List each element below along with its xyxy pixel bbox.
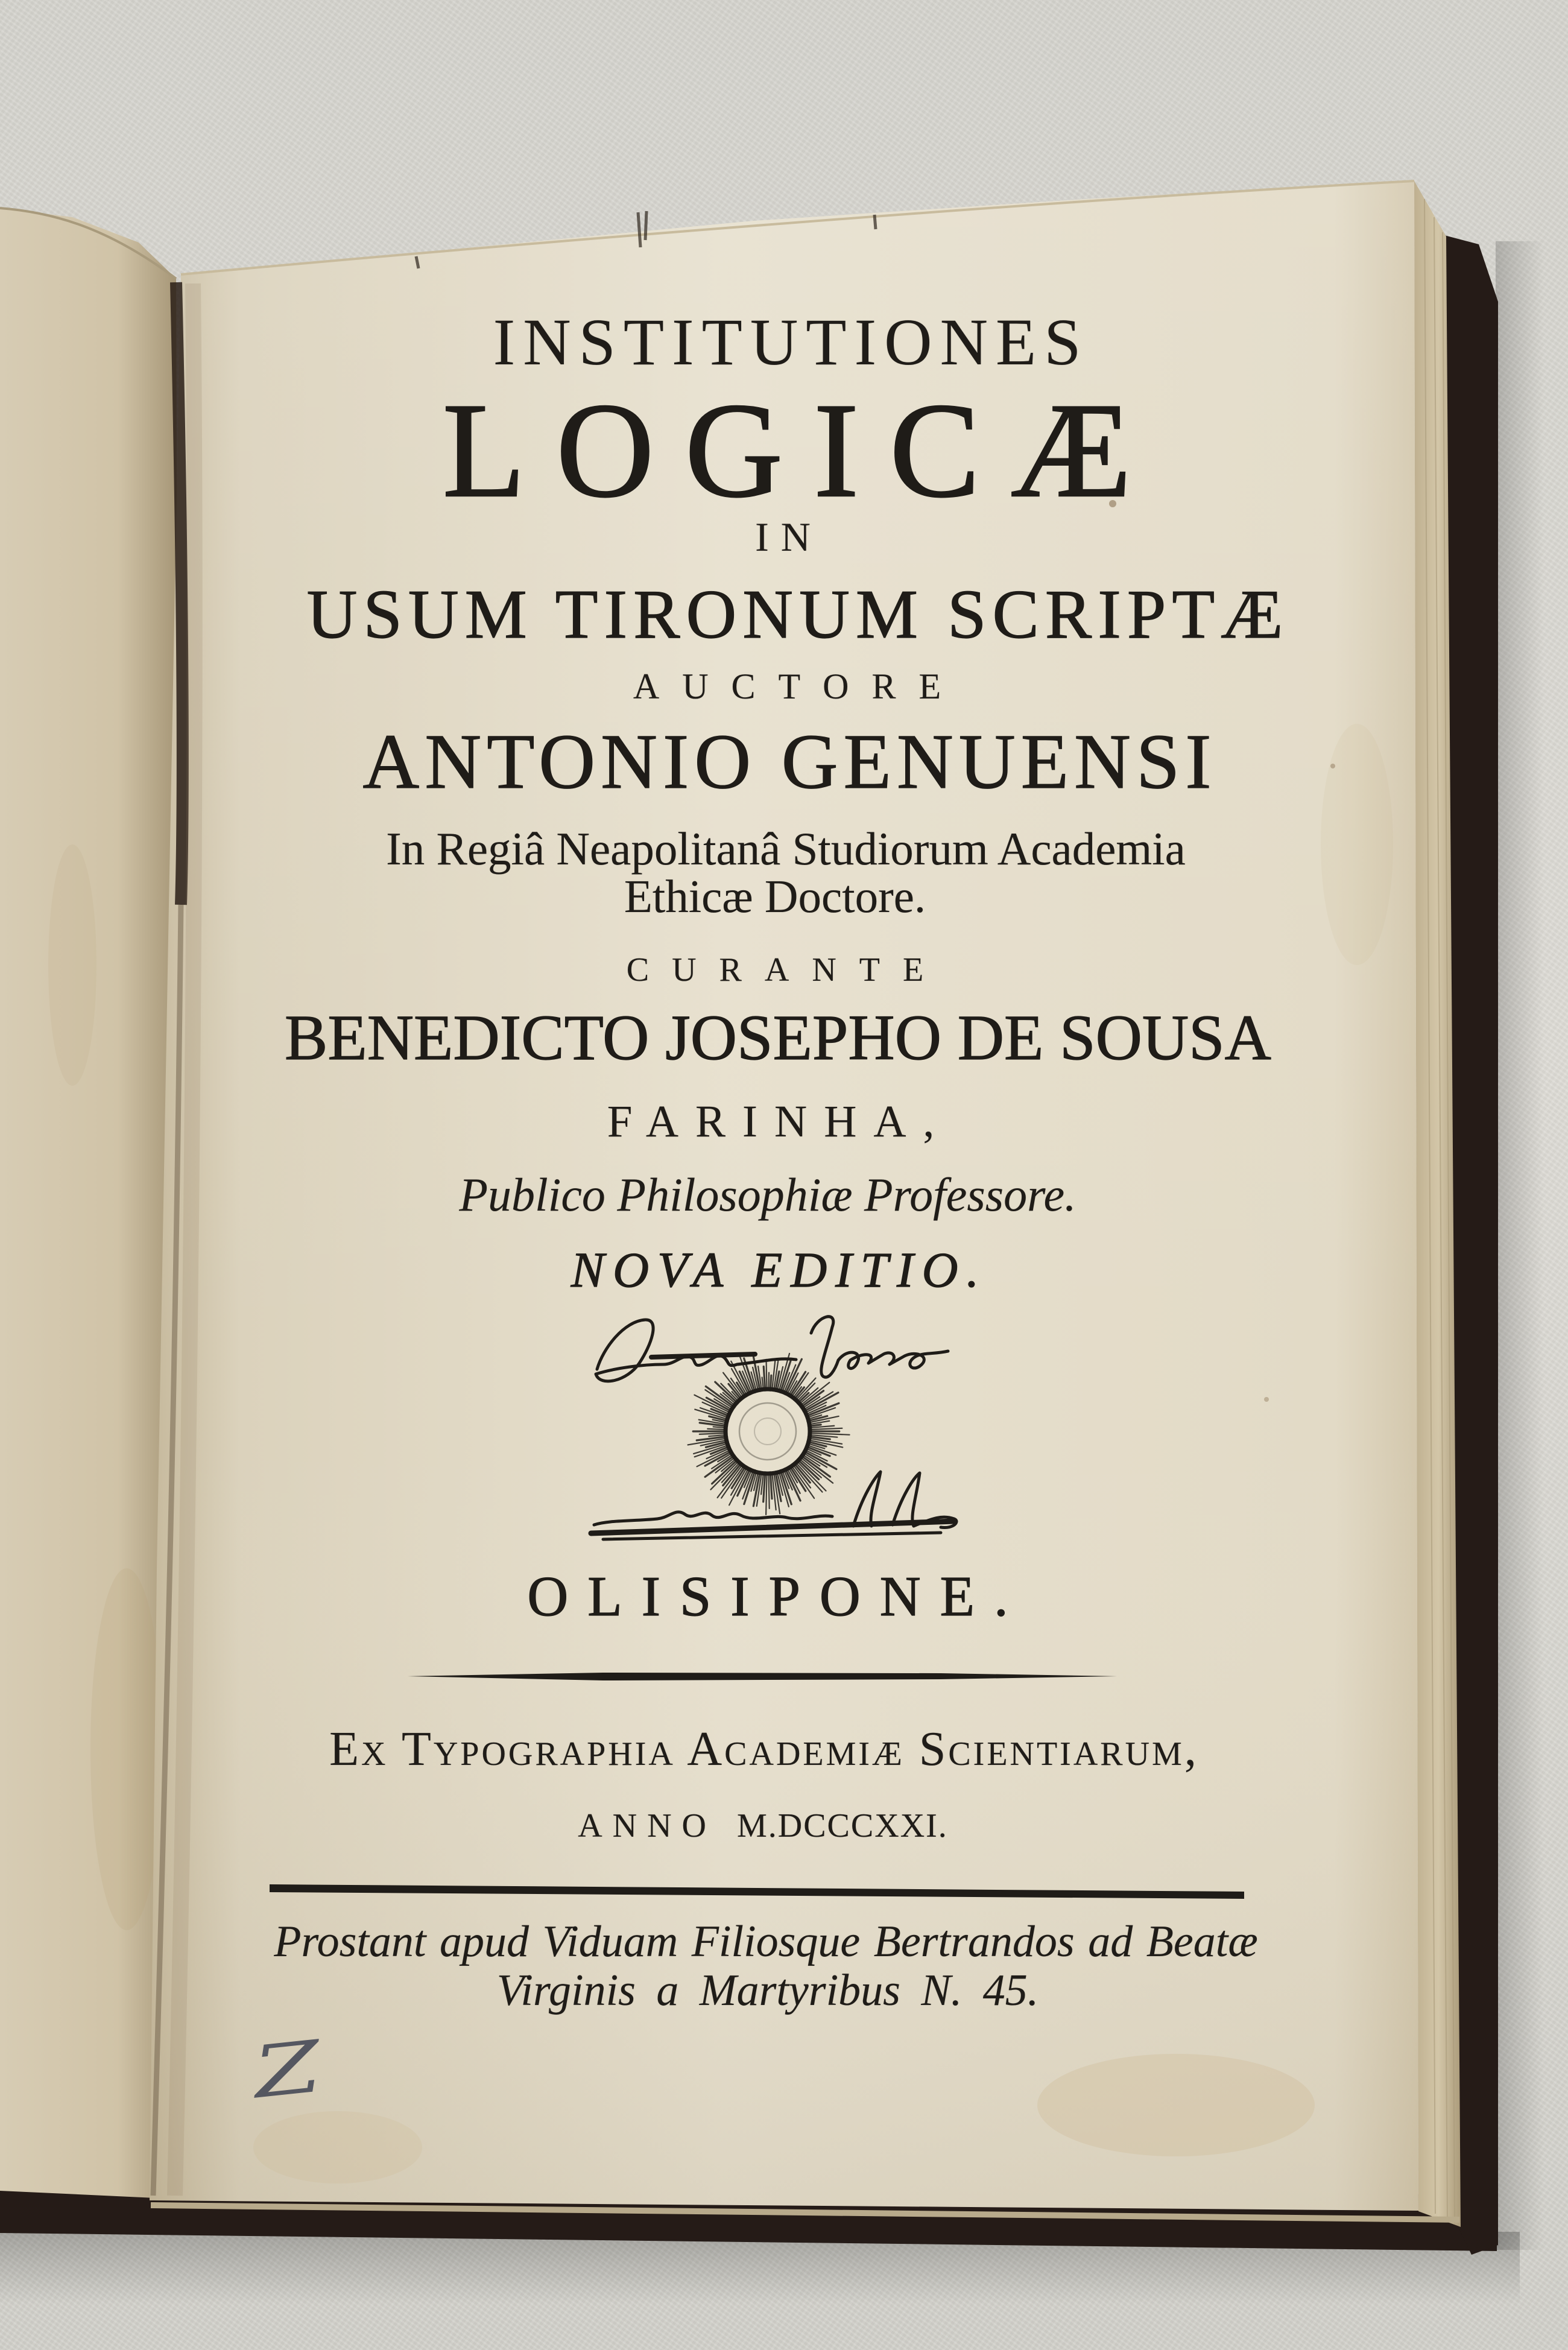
title-line-4: USUM TIRONUM SCRIPTÆ [306,576,1289,653]
editor-label: CURANTE [626,951,947,989]
gutter-shadow [176,282,183,905]
book-shadow-right [1496,241,1544,2250]
imprint-place: OLISIPONE. [527,1565,1028,1628]
title-main-word: LOGICÆ [442,375,1163,525]
author-role-line-1: In Regiâ Neapolitanâ Studiorum Academia [386,823,1186,875]
edition-statement: NOVA EDITIO. [571,1242,988,1297]
handwritten-signature-icon [596,1317,948,1381]
editor-name-line-1: BENEDICTO JOSEPHO DE SOUSA [285,1002,1271,1074]
imprint-printer: Ex Typographia Academiæ Scientiarum, [329,1723,1199,1776]
title-line-1: INSTITUTIONES [493,305,1089,379]
seller-line-2: Virginis a Martyribus N. 45. [496,1966,1039,2015]
signatures-area [579,1297,977,1574]
pencil-mark: Z [249,2024,325,2115]
struck-out-signature-icon [591,1472,956,1539]
author-role-line-2: Ethicæ Doctore. [624,870,926,922]
seller-line-1: Prostant apud Viduam Filiosque Bertrandos ad Beatæ [274,1917,1258,1966]
editor-name-line-2: FARINHA, [607,1097,952,1147]
author-label: AUCTORE [633,667,964,706]
year-roman: M.DCCCXXI. [736,1807,948,1845]
year-label: ANNO [578,1807,716,1845]
editor-role: Publico Philosophiæ Professore. [459,1168,1076,1221]
imprint-year-line [220,1809,1306,1843]
title-line-3: IN [755,514,823,560]
author-name: ANTONIO GENUENSI [362,718,1217,805]
